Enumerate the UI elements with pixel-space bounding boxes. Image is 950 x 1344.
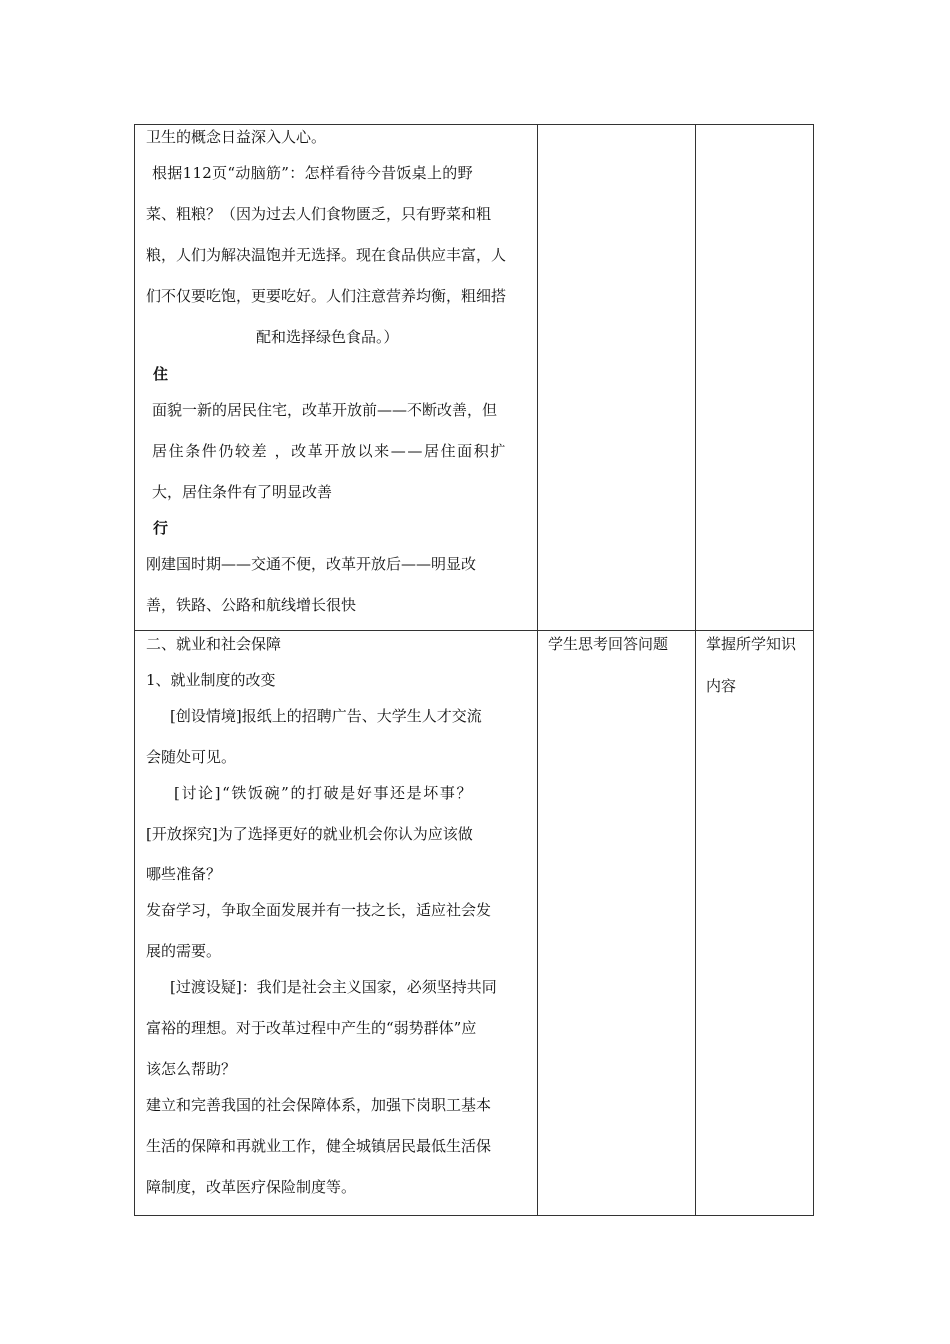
student-activity-text: 学生思考回答问题 xyxy=(548,635,669,653)
content-line: 面貌一新的居民住宅，改革开放前——不断改善，但 xyxy=(152,401,498,419)
content-line: 菜、粗粮？（因为过去人们食物匮乏，只有野菜和粗 xyxy=(146,205,492,223)
content-line: 障制度，改革医疗保险制度等。 xyxy=(146,1178,357,1196)
content-line: [创设情境]报纸上的招聘广告、大学生人才交流 xyxy=(170,707,482,725)
section-heading: 二、就业和社会保障 xyxy=(146,635,282,653)
content-line: 哪些准备？ xyxy=(146,865,222,883)
content-line: 生活的保障和再就业工作，健全城镇居民最低生活保 xyxy=(146,1137,492,1155)
learning-goal-text: 掌握所学知识 xyxy=(706,635,797,653)
content-line: 该怎么帮助？ xyxy=(146,1060,237,1078)
content-line: 发奋学习，争取全面发展并有一技之长，适应社会发 xyxy=(146,901,492,919)
content-line: 会随处可见。 xyxy=(146,748,237,766)
content-line: 刚建国时期——交通不便，改革开放后——明显改 xyxy=(146,555,477,573)
content-line: [开放探究]为了选择更好的就业机会你认为应该做 xyxy=(146,825,473,843)
content-line: [讨论]“铁饭碗”的打破是好事还是坏事？ xyxy=(174,784,474,802)
content-line: 们不仅要吃饱，更要吃好。人们注意营养均衡，粗细搭 xyxy=(146,287,507,305)
column-divider-1 xyxy=(537,125,538,1215)
content-line: 配和选择绿色食品。） xyxy=(256,328,399,346)
content-line: 卫生的概念日益深入人心。 xyxy=(146,128,327,146)
content-line: 善，铁路、公路和航线增长很快 xyxy=(146,596,357,614)
heading-housing: 住 xyxy=(153,365,169,383)
subsection-heading: 1、就业制度的改变 xyxy=(146,671,276,689)
content-line: 展的需要。 xyxy=(146,942,222,960)
content-line: 建立和完善我国的社会保障体系，加强下岗职工基本 xyxy=(146,1096,492,1114)
content-line: 居住条件仍较差 ，改革开放以来——居住面积扩 xyxy=(152,442,507,460)
content-line: 富裕的理想。对于改革过程中产生的“弱势群体”应 xyxy=(146,1019,477,1037)
content-line: 粮，人们为解决温饱并无选择。现在食品供应丰富，人 xyxy=(146,246,507,264)
column-divider-2 xyxy=(695,125,696,1215)
content-line: [过渡设疑]：我们是社会主义国家，必须坚持共同 xyxy=(170,978,497,996)
content-line: 大，居住条件有了明显改善 xyxy=(152,483,333,501)
learning-goal-text: 内容 xyxy=(706,677,737,695)
heading-transport: 行 xyxy=(153,519,169,537)
content-line: 根据112页“动脑筋”：怎样看待今昔饭桌上的野 xyxy=(152,164,473,182)
row-divider xyxy=(135,630,813,631)
